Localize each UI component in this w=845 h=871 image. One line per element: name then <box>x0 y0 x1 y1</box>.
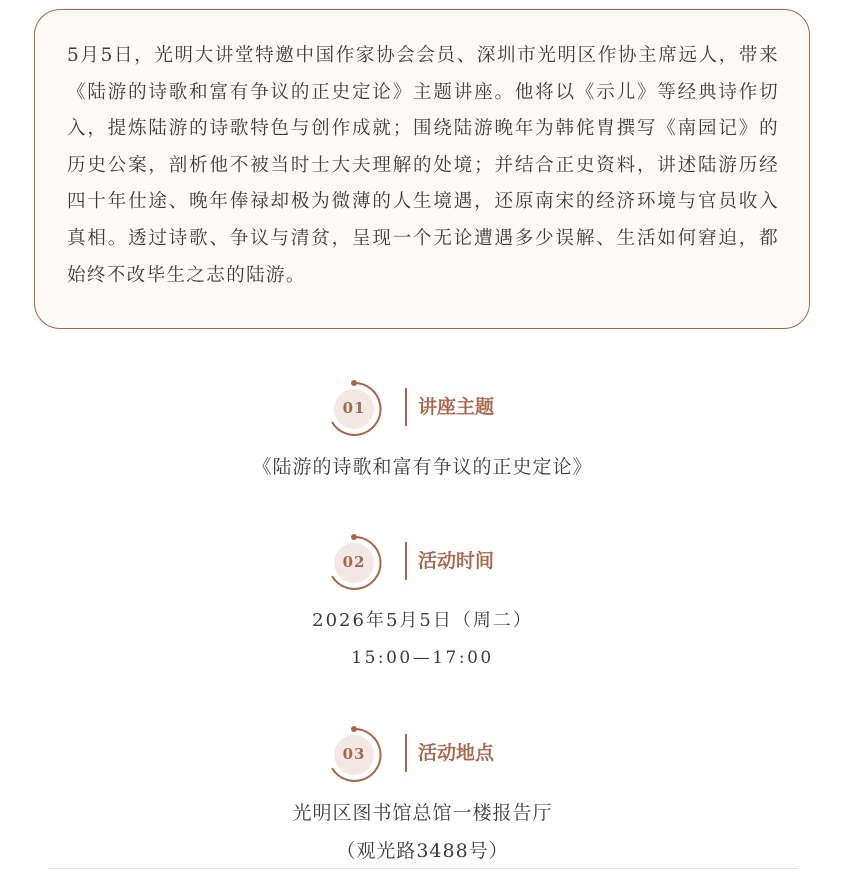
number-badge <box>328 534 384 590</box>
divider-bar <box>405 388 407 426</box>
section-header <box>328 726 588 784</box>
divider-bar <box>405 734 407 772</box>
venue-name-text: 光明区图书馆总馆一楼报告厅 <box>292 802 553 824</box>
intro-text: 5月5日，光明大讲堂特邀中国作家协会会员、深圳市光明区作协主席远人，带来《陆游的诗歌和富有争议的正史定论》主题讲座。他将以《示儿》等经典诗作切入，提炼陆游的诗歌特色与创作成就；围绕陆游晚年为韩侂胄撰写《南园记》的历史公案，剖析他不被当时士大夫理解的处境；并结合正史资料，讲述陆游历经四十年仕途、晚年俸禄却极为微薄的人生境遇，还原南宋的经济环境与官员收入真相。透过诗歌、争议与清贫，呈现一个无论遭遇多少误解、生活如何窘迫，都始终不改毕生之志的陆游。 <box>67 45 779 286</box>
lecture-title-text: 《陆游的诗歌和富有争议的正史定论》 <box>252 456 593 478</box>
divider-bar <box>405 542 407 580</box>
section-header <box>328 380 588 438</box>
badge-number: 01 <box>342 399 366 417</box>
event-hours-text: 15:00—17:00 <box>351 648 494 668</box>
section-title: 活动地点 <box>418 742 495 764</box>
section-title: 讲座主题 <box>418 396 495 418</box>
intro-box <box>34 9 810 329</box>
number-badge <box>328 726 384 782</box>
badge-number: 03 <box>342 745 366 763</box>
event-date-text: 2026年5月5日（周二） <box>312 610 533 631</box>
section-title: 活动时间 <box>418 550 495 572</box>
venue-address-text: （观光路3488号） <box>336 840 509 862</box>
badge-number: 02 <box>342 553 366 571</box>
number-badge <box>328 380 384 436</box>
section-header <box>328 534 588 592</box>
bottom-divider <box>48 868 798 869</box>
